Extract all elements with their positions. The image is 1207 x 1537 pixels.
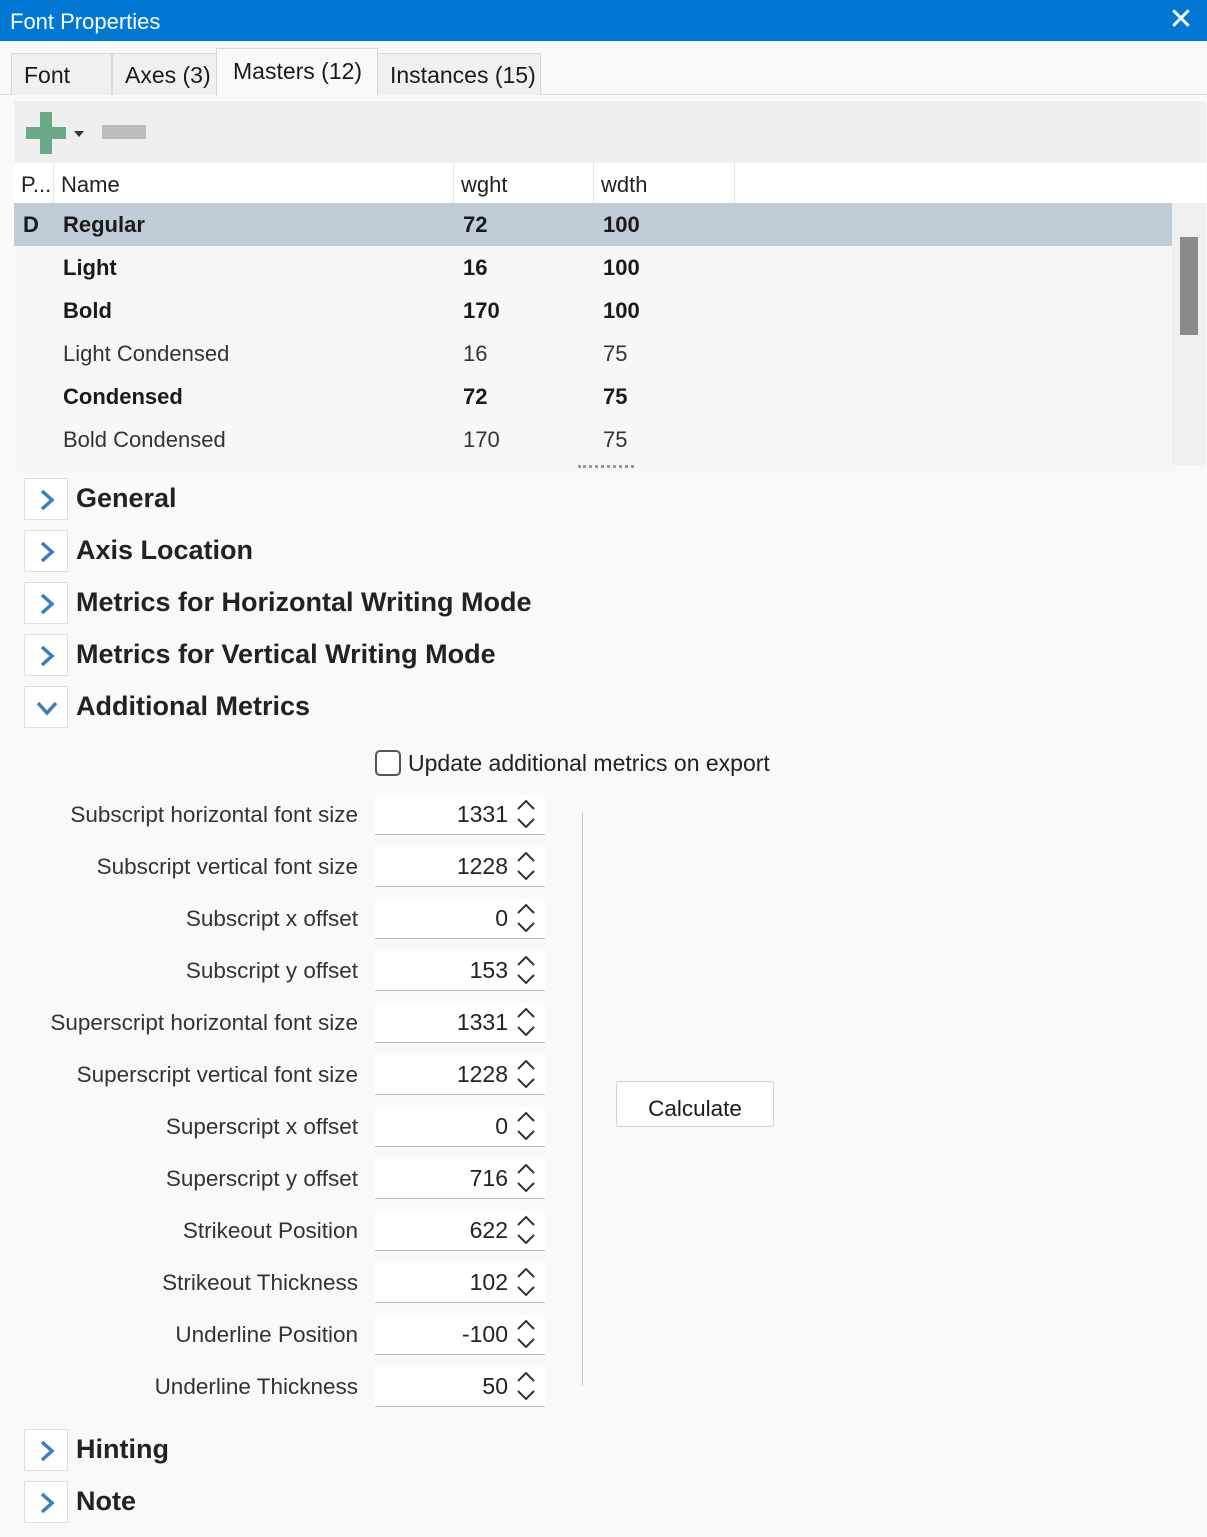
- table-row[interactable]: [14, 289, 1172, 332]
- section-title: General: [76, 483, 177, 513]
- metric-spinbox[interactable]: [375, 1107, 545, 1147]
- cell-wght: 72: [463, 384, 488, 409]
- divider: [582, 812, 583, 1385]
- column-header-wght[interactable]: wght: [454, 163, 594, 203]
- table-row[interactable]: [14, 418, 1172, 461]
- spin-arrows-icon[interactable]: [515, 953, 537, 987]
- title-bar: [0, 0, 1207, 41]
- cell-name: Regular: [63, 212, 145, 237]
- spin-arrows-icon[interactable]: [515, 1161, 537, 1195]
- cell-wght: 16: [463, 341, 488, 366]
- column-header-primary[interactable]: P...: [14, 163, 54, 203]
- field-label: Superscript x offset: [165, 1114, 358, 1139]
- cell-name: Light: [63, 255, 117, 280]
- chevron-right-icon: [36, 1492, 58, 1514]
- cell-wdth: 75: [603, 384, 628, 409]
- table-scrollbar[interactable]: [1172, 203, 1206, 465]
- table-row[interactable]: [14, 375, 1172, 418]
- window-title: Font Properties: [10, 9, 161, 34]
- spinbox-value[interactable]: 0: [495, 1113, 508, 1139]
- cell-wdth: 100: [603, 255, 640, 280]
- column-header-name[interactable]: Name: [54, 163, 454, 203]
- tab-axes[interactable]: Axes (3): [112, 53, 217, 95]
- spinbox-value[interactable]: 0: [495, 905, 508, 931]
- section-title: Note: [76, 1486, 136, 1516]
- column-header-wdth[interactable]: wdth: [594, 163, 735, 203]
- tab-font[interactable]: Font: [11, 53, 112, 95]
- cell-wght: 16: [463, 255, 488, 280]
- calculate-button[interactable]: Calculate: [616, 1081, 774, 1127]
- table-body: [14, 203, 1172, 465]
- field-label: Underline Position: [175, 1322, 358, 1347]
- expander-button[interactable]: [24, 1429, 68, 1471]
- spin-arrows-icon[interactable]: [515, 1109, 537, 1143]
- update-on-export-label[interactable]: Update additional metrics on export: [408, 750, 770, 776]
- chevron-down-icon: [36, 697, 58, 719]
- remove-master-button[interactable]: [102, 125, 146, 139]
- spin-arrows-icon[interactable]: [515, 1005, 537, 1039]
- spinbox-value[interactable]: -100: [461, 1321, 508, 1347]
- metric-spinbox[interactable]: [375, 951, 545, 991]
- expander-button[interactable]: [24, 530, 68, 572]
- metric-spinbox[interactable]: [375, 1315, 545, 1355]
- masters-toolbar: [14, 101, 1206, 163]
- table-row[interactable]: [14, 246, 1172, 289]
- field-label: Subscript y offset: [185, 958, 358, 983]
- expander-button[interactable]: [24, 634, 68, 676]
- chevron-right-icon: [36, 593, 58, 615]
- update-on-export-checkbox[interactable]: [375, 750, 401, 776]
- cell-wdth: 75: [603, 427, 628, 452]
- metric-spinbox[interactable]: [375, 1367, 545, 1407]
- spin-arrows-icon[interactable]: [515, 797, 537, 831]
- table-row[interactable]: [14, 203, 1172, 246]
- spin-arrows-icon[interactable]: [515, 1213, 537, 1247]
- metric-spinbox[interactable]: [375, 1055, 545, 1095]
- cell-wdth: 100: [603, 212, 640, 237]
- expander-button[interactable]: [24, 582, 68, 624]
- expander-button[interactable]: [24, 686, 68, 728]
- cell-wdth: 75: [603, 341, 628, 366]
- scrollbar-thumb[interactable]: [1180, 237, 1198, 335]
- section-title: Hinting: [76, 1434, 169, 1464]
- spinbox-value[interactable]: 50: [482, 1373, 508, 1399]
- add-master-button[interactable]: [24, 112, 82, 156]
- spin-arrows-icon[interactable]: [515, 1369, 537, 1403]
- cell-name: Light Condensed: [63, 341, 230, 366]
- chevron-right-icon: [36, 1440, 58, 1462]
- metric-spinbox[interactable]: [375, 1263, 545, 1303]
- masters-table: [14, 163, 1206, 473]
- section-title: Additional Metrics: [76, 691, 311, 721]
- spinbox-value[interactable]: 1331: [456, 1009, 508, 1035]
- expander-button[interactable]: [24, 478, 68, 520]
- field-label: Strikeout Thickness: [162, 1270, 358, 1295]
- cell-wght: 170: [463, 427, 500, 452]
- metric-spinbox[interactable]: [375, 899, 545, 939]
- metric-spinbox[interactable]: [375, 1003, 545, 1043]
- section-title: Metrics for Vertical Writing Mode: [76, 639, 496, 669]
- spinbox-value[interactable]: 1228: [456, 853, 508, 879]
- cell-name: Bold Condensed: [63, 427, 226, 452]
- spin-arrows-icon[interactable]: [515, 1317, 537, 1351]
- chevron-right-icon: [36, 645, 58, 667]
- field-label: Strikeout Position: [182, 1218, 358, 1243]
- metric-spinbox[interactable]: [375, 847, 545, 887]
- tab-strip: [0, 41, 1207, 95]
- cell-wght: 170: [463, 298, 500, 323]
- metric-spinbox[interactable]: [375, 1211, 545, 1251]
- cell-primary: D: [23, 212, 39, 237]
- spinbox-value[interactable]: 1331: [456, 801, 508, 827]
- cell-wdth: 100: [603, 298, 640, 323]
- field-label: Underline Thickness: [154, 1374, 358, 1399]
- spin-arrows-icon[interactable]: [515, 849, 537, 883]
- spinbox-value[interactable]: 1228: [456, 1061, 508, 1087]
- cell-name: Bold: [63, 298, 112, 323]
- field-label: Superscript y offset: [165, 1166, 358, 1191]
- field-label: Subscript horizontal font size: [70, 802, 358, 827]
- field-label: Superscript horizontal font size: [50, 1010, 358, 1035]
- metric-spinbox[interactable]: [375, 1159, 545, 1199]
- field-label: Subscript vertical font size: [96, 854, 358, 879]
- expander-button[interactable]: [24, 1481, 68, 1523]
- spinbox-value[interactable]: 622: [469, 1217, 508, 1243]
- cell-wght: 72: [463, 212, 488, 237]
- table-row[interactable]: [14, 332, 1172, 375]
- field-label: Subscript x offset: [185, 906, 358, 931]
- spinbox-value[interactable]: 716: [469, 1165, 508, 1191]
- tab-instances[interactable]: Instances (15): [377, 53, 541, 95]
- spin-arrows-icon[interactable]: [515, 1265, 537, 1299]
- metric-spinbox[interactable]: [375, 795, 545, 835]
- chevron-down-icon[interactable]: [74, 131, 84, 137]
- chevron-right-icon: [36, 541, 58, 563]
- cell-name: Condensed: [63, 384, 183, 409]
- spin-arrows-icon[interactable]: [515, 901, 537, 935]
- chevron-right-icon: [36, 489, 58, 511]
- spin-arrows-icon[interactable]: [515, 1057, 537, 1091]
- spinbox-value[interactable]: 153: [469, 957, 508, 983]
- section-title: Axis Location: [76, 535, 254, 565]
- field-label: Superscript vertical font size: [76, 1062, 358, 1087]
- close-icon[interactable]: ✕: [1168, 3, 1194, 36]
- spinbox-value[interactable]: 102: [469, 1269, 508, 1295]
- table-header: [14, 163, 1206, 203]
- resize-grip[interactable]: [578, 465, 634, 471]
- section-title: Metrics for Horizontal Writing Mode: [76, 587, 532, 617]
- tab-masters[interactable]: Masters (12): [216, 48, 378, 96]
